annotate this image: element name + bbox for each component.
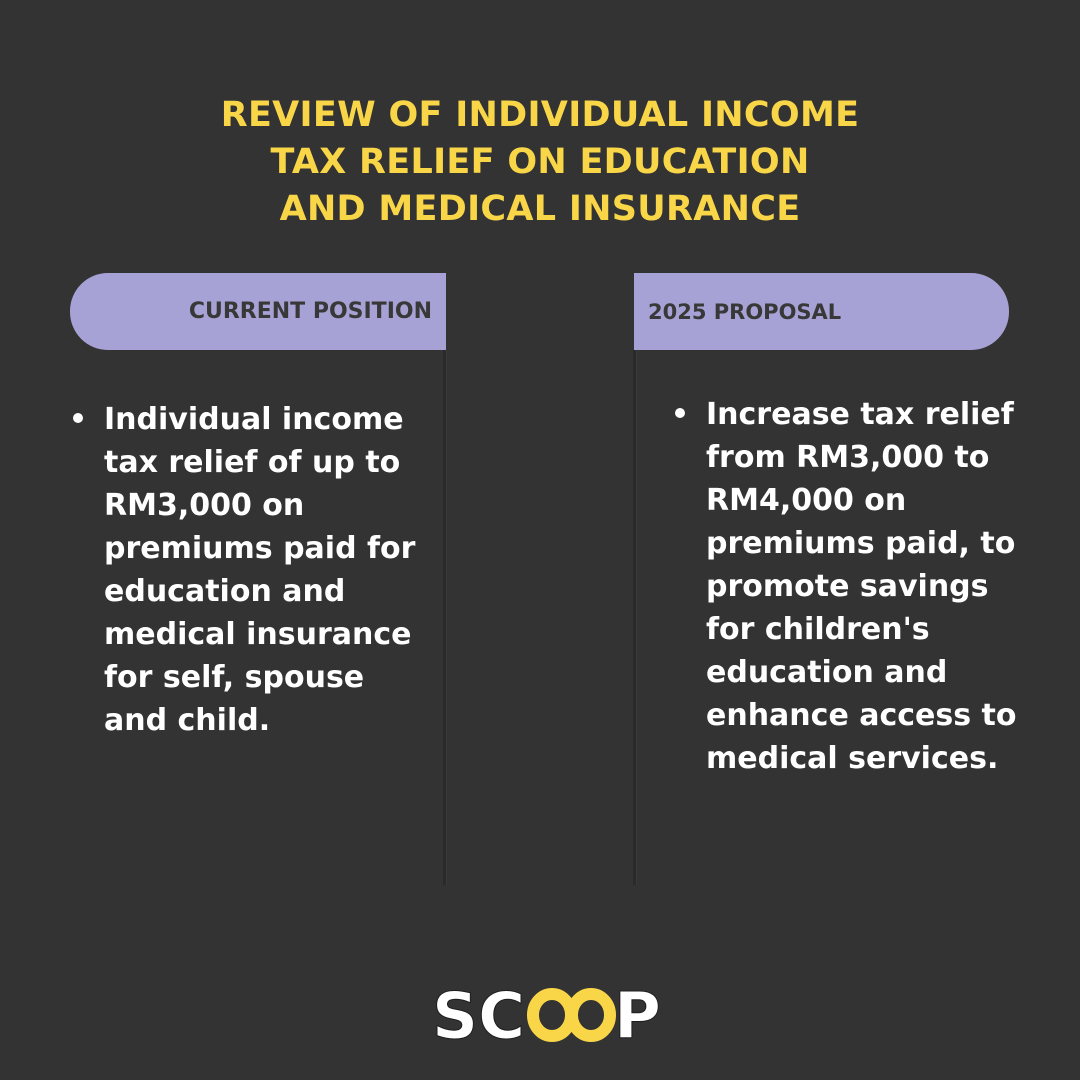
text-line: tax relief of up to xyxy=(104,445,401,480)
page-title xyxy=(140,92,940,233)
logo-text-right: P xyxy=(614,980,661,1048)
text-line: education and xyxy=(706,655,948,690)
text-line: for self, spouse xyxy=(104,660,365,695)
text-line: medical services. xyxy=(706,741,999,776)
text-line: Increase tax relief xyxy=(706,397,1014,432)
text-line: education and xyxy=(104,574,346,609)
current-position-header xyxy=(70,273,446,350)
text-line: and child. xyxy=(104,703,271,738)
text-line: for children's xyxy=(706,612,930,647)
text-line: medical insurance xyxy=(104,617,412,652)
text-line: Individual income xyxy=(104,402,404,437)
bullet-icon xyxy=(73,413,83,423)
bullet-icon xyxy=(675,408,685,418)
text-line: RM3,000 on xyxy=(104,488,305,523)
title-line-1: REVIEW OF INDIVIDUAL INCOME xyxy=(220,95,860,135)
title-line-2: TAX RELIEF ON EDUCATION xyxy=(270,142,810,182)
text-line: enhance access to xyxy=(706,698,1017,733)
infinity-icon xyxy=(533,994,610,1036)
text-line: RM4,000 on xyxy=(706,483,907,518)
scoop-logo xyxy=(430,978,670,1048)
text-line: from RM3,000 to xyxy=(706,440,990,475)
text-line: premiums paid, to xyxy=(706,526,1016,561)
proposal-text xyxy=(706,393,1046,780)
text-line: premiums paid for xyxy=(104,531,416,566)
proposal-label: 2025 PROPOSAL xyxy=(648,299,842,324)
logo-text-left: SC xyxy=(432,980,526,1048)
title-line-3: AND MEDICAL INSURANCE xyxy=(279,189,801,229)
column-divider-right xyxy=(633,350,636,885)
proposal-header xyxy=(634,273,1009,350)
text-line: promote savings xyxy=(706,569,989,604)
current-position-label: CURRENT POSITION xyxy=(188,299,432,324)
current-position-text xyxy=(104,398,444,742)
